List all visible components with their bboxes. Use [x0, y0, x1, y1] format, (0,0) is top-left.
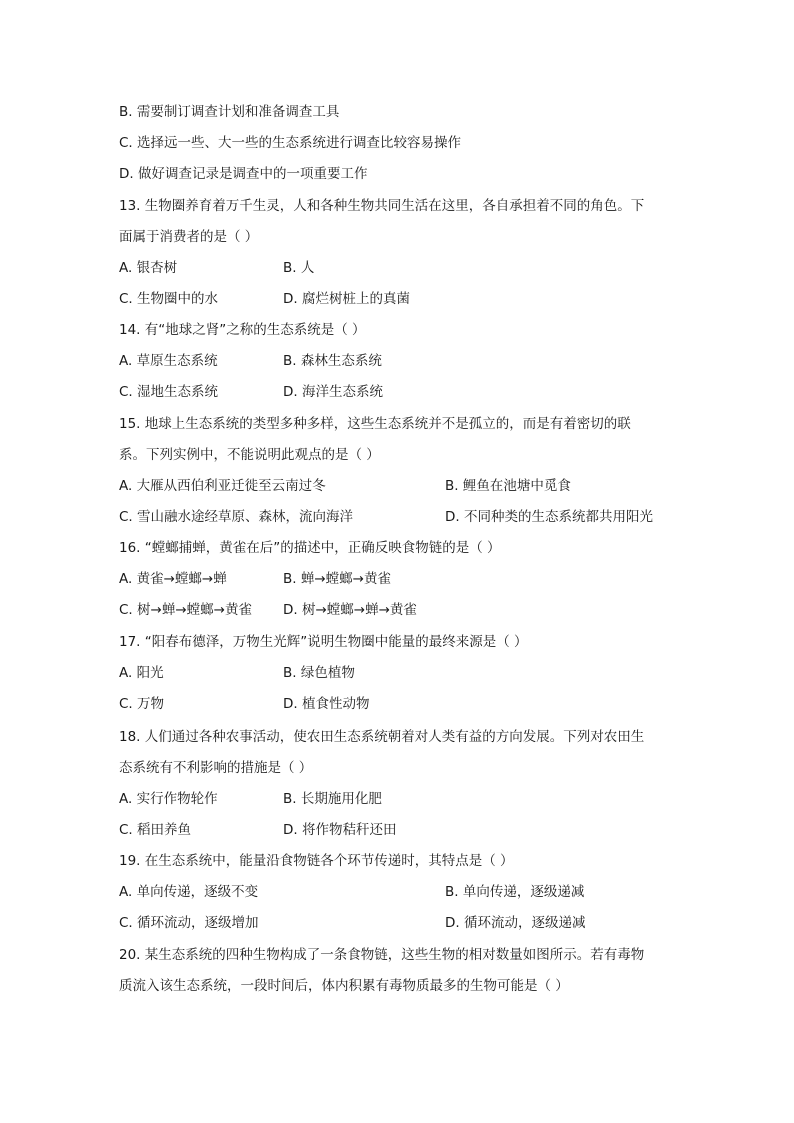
q15-option-c: C. 雪山融水途经草原、森林，流向海洋 — [119, 509, 354, 525]
q20-stem-line2: 质流入该生态系统，一段时间后，体内积累有毒物质最多的生物可能是（ ） — [119, 978, 569, 994]
q20-stem-line1: 20. 某生态系统的四种生物构成了一条食物链，这些生物的相对数量如图所示。若有毒物 — [119, 947, 645, 963]
q14-option-b: B. 森林生态系统 — [283, 353, 382, 369]
q15-option-b: B. 鲤鱼在池塘中觅食 — [445, 478, 571, 494]
q18-option-d: D. 将作物秸秆还田 — [283, 822, 397, 838]
q18-option-a: A. 实行作物轮作 — [119, 791, 218, 807]
q16-option-d: D. 树→螳螂→蝉→黄雀 — [283, 602, 417, 618]
q17-option-b: B. 绿色植物 — [283, 665, 355, 681]
q17-option-d: D. 植食性动物 — [283, 696, 370, 712]
q19-option-b: B. 单向传递，逐级递减 — [445, 884, 585, 900]
q18-option-c: C. 稻田养鱼 — [119, 822, 192, 838]
q19-option-d: D. 循环流动，逐级递减 — [445, 915, 586, 931]
q19-option-c: C. 循环流动，逐级增加 — [119, 915, 259, 931]
q19-stem: 19. 在生态系统中，能量沿食物链各个环节传递时，其特点是（ ） — [119, 853, 514, 869]
q16-option-c: C. 树→蝉→螳螂→黄雀 — [119, 602, 252, 618]
q13-stem-line2: 面属于消费者的是（ ） — [119, 229, 259, 245]
q13-option-d: D. 腐烂树桩上的真菌 — [283, 291, 410, 307]
q16-stem: 16. “螳螂捕蝉，黄雀在后”的描述中，正确反映食物链的是（ ） — [119, 540, 501, 556]
q16-option-b: B. 蝉→螳螂→黄雀 — [283, 571, 391, 587]
q12-option-b: B. 需要制订调查计划和准备调查工具 — [119, 104, 340, 120]
q17-option-a: A. 阳光 — [119, 665, 164, 681]
q13-option-b: B. 人 — [283, 260, 315, 276]
q13-option-c: C. 生物圈中的水 — [119, 291, 219, 307]
q18-stem-line2: 态系统有不利影响的措施是（ ） — [119, 760, 313, 776]
q14-stem: 14. 有“地球之肾”之称的生态系统是（ ） — [119, 322, 366, 338]
q15-option-d: D. 不同种类的生态系统都共用阳光 — [445, 509, 653, 525]
q17-stem: 17. “阳春布德泽，万物生光辉”说明生物圈中能量的最终来源是（ ） — [119, 634, 528, 650]
q14-option-a: A. 草原生态系统 — [119, 353, 218, 369]
q13-stem-line1: 13. 生物圈养育着万千生灵，人和各种生物共同生活在这里，各自承担着不同的角色。下 — [119, 198, 645, 214]
q15-option-a: A. 大雁从西伯利亚迁徙至云南过冬 — [119, 478, 326, 494]
q18-stem-line1: 18. 人们通过各种农事活动，使农田生态系统朝着对人类有益的方向发展。下列对农田生 — [119, 729, 645, 745]
q14-option-c: C. 湿地生态系统 — [119, 384, 219, 400]
q12-option-d: D. 做好调查记录是调查中的一项重要工作 — [119, 166, 368, 182]
q15-stem-line2: 系。下列实例中，不能说明此观点的是（ ） — [119, 447, 380, 463]
q16-option-a: A. 黄雀→螳螂→蝉 — [119, 571, 227, 587]
q18-option-b: B. 长期施用化肥 — [283, 791, 382, 807]
q13-option-a: A. 银杏树 — [119, 260, 178, 276]
q19-option-a: A. 单向传递，逐级不变 — [119, 884, 259, 900]
q12-option-c: C. 选择远一些、大一些的生态系统进行调查比较容易操作 — [119, 135, 462, 151]
q14-option-d: D. 海洋生态系统 — [283, 384, 383, 400]
q17-option-c: C. 万物 — [119, 696, 165, 712]
q15-stem-line1: 15. 地球上生态系统的类型多种多样，这些生态系统并不是孤立的，而是有着密切的联 — [119, 416, 631, 432]
